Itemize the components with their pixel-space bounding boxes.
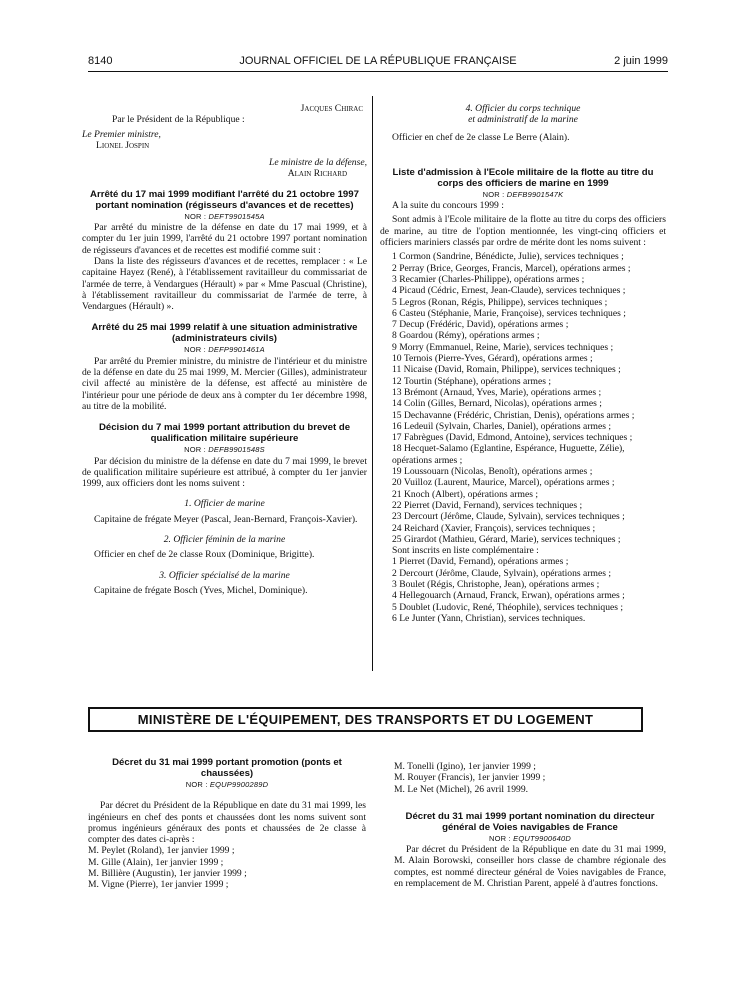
article-title: Décision du 7 mai 1999 portant attribution du brevet de qualification militaire supérieure	[98, 422, 351, 445]
nor-reference: NOR : DEFT9901545A	[184, 211, 265, 221]
header-rule	[88, 71, 668, 72]
article-title: Liste d'admission à l'Ecole militaire de la flotte au titre du corps des officiers de marine en 1999	[392, 166, 654, 189]
paragraph: Sont admis à l'Ecole militaire de la flotte au titre du corps des officiers de marine, au titre de l'option mentionnée, les vingt-cinq officiers et officiers mariniers classés par ordre de mérite dont les noms suivent :	[380, 214, 666, 249]
list-item: 1 Pierret (David, Fernand), opérations armes ;	[392, 556, 569, 568]
list-item: M. Gille (Alain), 1er janvier 1999 ;	[88, 856, 224, 868]
ministry-banner: MINISTÈRE DE L'ÉQUIPEMENT, DES TRANSPORTS ET DU LOGEMENT	[88, 707, 643, 732]
list-item: 20 Vuilloz (Laurent, Maurice, Marcel), opérations armes ;	[392, 477, 615, 489]
list-item: 14 Colin (Gilles, Bernard, Nicolas), opérations armes ;	[392, 398, 602, 410]
right-column	[380, 103, 666, 624]
nor-reference: NOR : DEFB9901547K	[482, 189, 564, 199]
journal-title: JOURNAL OFFICIEL DE LA RÉPUBLIQUE FRANÇAISE	[239, 55, 517, 67]
list-item: 10 Ternois (Pierre-Yves, Gérard), opérations armes ;	[392, 353, 593, 365]
signature-prime-minister: Lionel Jospin	[96, 139, 150, 151]
section-heading: 3. Officier spécialisé de la marine	[159, 569, 290, 581]
signature-minister: Alain Richard	[287, 168, 347, 180]
list-item: 6 Casteu (Stéphanie, Marie, Françoise), services techniques ;	[392, 307, 626, 319]
list-item: 2 Perray (Brice, Georges, Francis, Marcel), opérations armes ;	[392, 262, 631, 274]
list-item: 1 Cormon (Sandrine, Bénédicte, Julie), services techniques ;	[392, 251, 624, 263]
list-item: M. Billière (Augustin), 1er janvier 1999 ;	[88, 868, 247, 880]
list-item: 15 Dechavanne (Frédéric, Christian, Denis), opérations armes ;	[392, 409, 635, 421]
article-title: Arrêté du 17 mai 1999 modifiant l'arrêté du 21 octobre 1997 portant nomination (régisseurs d'avances et de recettes)	[90, 188, 359, 211]
admission-list	[380, 251, 666, 545]
left-column	[82, 103, 367, 596]
bottom-right-column	[394, 761, 666, 889]
nor-reference: NOR : DEFB9901548S	[184, 445, 265, 455]
signature-president: Jacques Chirac	[300, 103, 363, 114]
list-item: M. Vigne (Pierre), 1er janvier 1999 ;	[88, 879, 229, 891]
list-item: 5 Legros (Ronan, Régis, Philippe), services techniques ;	[392, 296, 608, 308]
paragraph: Par arrêté du Premier ministre, du ministre de l'intérieur et du ministre de la défense en date du 25 mai 1999, M. Mercier (Gilles), administrateur civil affecté au ministère de la défense, est affecté au ministère de l'intérieur pour une période de deux ans à compter du 1er décembre 1998, au titre de la mobilité.	[82, 355, 367, 412]
column-divider	[372, 96, 373, 671]
nor-reference: NOR : EQUT9900640D	[489, 833, 571, 843]
list-item: 4 Hellegouarch (Arnaud, Franck, Erwan), opérations armes ;	[392, 590, 625, 602]
nor-reference: NOR : EQUP9900289D	[185, 780, 269, 789]
list-item: 2 Dercourt (Jérôme, Claude, Sylvain), opérations armes ;	[392, 567, 611, 579]
list-item: 19 Loussouarn (Nicolas, Benoît), opérations armes ;	[392, 466, 593, 478]
section-heading: 1. Officier de marine	[184, 498, 265, 510]
list-item: 24 Reichard (Xavier, François), services techniques ;	[392, 522, 596, 534]
promotion-list	[394, 761, 666, 795]
section-heading: 4. Officier du corps technique	[465, 103, 581, 114]
promotion-list	[88, 845, 366, 890]
signature-line: Le Premier ministre,	[82, 128, 161, 140]
list-item: 21 Knoch (Albert), opérations armes ;	[392, 488, 538, 500]
list-item: 16 Ledeuil (Sylvain, Charles, Daniel), opérations armes ;	[392, 420, 611, 432]
paragraph: Par décision du ministre de la défense en date du 7 mai 1999, le brevet de qualification militaire supérieure est attribué, à compter du 1er janvier 1999, aux officiers dont les noms suivent :	[82, 455, 367, 490]
paragraph: Sont inscrits en liste complémentaire :	[392, 545, 539, 557]
list-item: M. Tonelli (Igino), 1er janvier 1999 ;	[394, 761, 536, 772]
page-number: 8140	[88, 55, 113, 67]
list-item: 22 Pierret (David, Fernand), services techniques ;	[392, 499, 583, 511]
list-item: M. Rouyer (Francis), 1er janvier 1999 ;	[394, 772, 546, 784]
section-heading: 2. Officier féminin de la marine	[163, 534, 286, 546]
article-title: Arrêté du 25 mai 1999 relatif à une situation administrative (administrateurs civils)	[91, 322, 358, 345]
paragraph: Capitaine de frégate Bosch (Yves, Michel, Dominique).	[94, 584, 308, 596]
complementary-list	[380, 556, 666, 624]
list-item: 3 Recamier (Charles-Philippe), opérations armes ;	[392, 273, 585, 285]
list-item: 7 Decup (Frédéric, David), opérations armes ;	[392, 319, 569, 331]
section-heading: et administratif de la marine	[468, 114, 578, 126]
article-title: Décret du 31 mai 1999 portant promotion (ponts et chaussées)	[112, 757, 342, 779]
paragraph: Capitaine de frégate Meyer (Pascal, Jean-Bernard, François-Xavier).	[94, 513, 358, 525]
signature-line: Le ministre de la défense,	[269, 157, 367, 169]
nor-reference: NOR : DEFP9901461A	[184, 345, 265, 355]
list-item: 18 Hecquet-Salamo (Eglantine, Espérance, Huguette, Zélie), opérations armes ;	[392, 443, 625, 466]
list-item: M. Peylet (Roland), 1er janvier 1999 ;	[88, 845, 235, 857]
paragraph: A la suite du concours 1999 :	[392, 200, 504, 212]
list-item: 11 Nicaise (David, Romain, Philippe), services techniques ;	[392, 364, 621, 376]
list-item: 13 Brémont (Arnaud, Yves, Marie), opérations armes ;	[392, 386, 602, 398]
paragraph: Par arrêté du ministre de la défense en date du 17 mai 1999, et à compter du 1er juin 1999, l'arrêté du 21 octobre 1997 portant nomination de régisseurs d'avances et de recettes est modifié comme suit :	[82, 222, 367, 256]
paragraph: Officier en chef de 2e classe Le Berre (Alain).	[392, 131, 570, 143]
list-item: 17 Fabrègues (David, Edmond, Antoine), services techniques ;	[392, 432, 633, 444]
page-header	[88, 55, 668, 71]
paragraph: Par décret du Président de la République en date du 31 mai 1999, les ingénieurs en chef des ponts et chaussées dont les noms suivent sont promus ingénieurs généraux des ponts et chaussées de 2e classe à compter des dates ci-après :	[88, 800, 366, 846]
list-item: 5 Doublet (Ludovic, René, Théophile), services techniques ;	[392, 601, 624, 613]
list-item: 9 Morry (Emmanuel, Reine, Marie), services techniques ;	[392, 341, 614, 353]
list-item: 3 Boulet (Régis, Christophe, Jean), opérations armes ;	[392, 578, 600, 590]
list-item: 4 Picaud (Cédric, Ernest, Jean-Claude), services techniques ;	[392, 285, 626, 297]
issue-date: 2 juin 1999	[614, 55, 668, 67]
list-item: 25 Girardot (Mathieu, Gérard, Marie), services techniques ;	[392, 533, 621, 545]
paragraph: Par décret du Président de la République en date du 31 mai 1999, M. Alain Borowski, conseiller hors classe de chambre régionale des comptes, est nommé directeur général de Voies navigables de France, en remplacement de M. Christian Parent, appelé à d'autres fonctions.	[394, 844, 666, 890]
list-item: 6 Le Junter (Yann, Christian), services techniques.	[392, 612, 586, 624]
article-title: Décret du 31 mai 1999 portant nomination du directeur général de Voies navigables de France	[405, 810, 655, 833]
paragraph: Dans la liste des régisseurs d'avances et de recettes, remplacer : « Le capitaine Hayez (René), à l'établissement ravitailleur du commissariat de l'armée de terre, à Vendargues (Hérault) » par « Mme Pascual (Christine), à l'établissement ravitailleur du commissariat de l'armée de terre, à Vendargues (Hérault) ».	[82, 255, 367, 313]
list-item: 12 Tourtin (Stéphane), opérations armes ;	[392, 375, 552, 387]
list-item: 23 Dercourt (Jérôme, Claude, Sylvain), services techniques ;	[392, 511, 625, 523]
list-item: 8 Goardou (Rémy), opérations armes ;	[392, 330, 540, 342]
bottom-left-column	[88, 757, 366, 891]
paragraph: Officier en chef de 2e classe Roux (Dominique, Brigitte).	[94, 549, 315, 561]
list-item: M. Le Net (Michel), 26 avril 1999.	[394, 783, 529, 795]
signature-line: Par le Président de la République :	[112, 114, 245, 126]
